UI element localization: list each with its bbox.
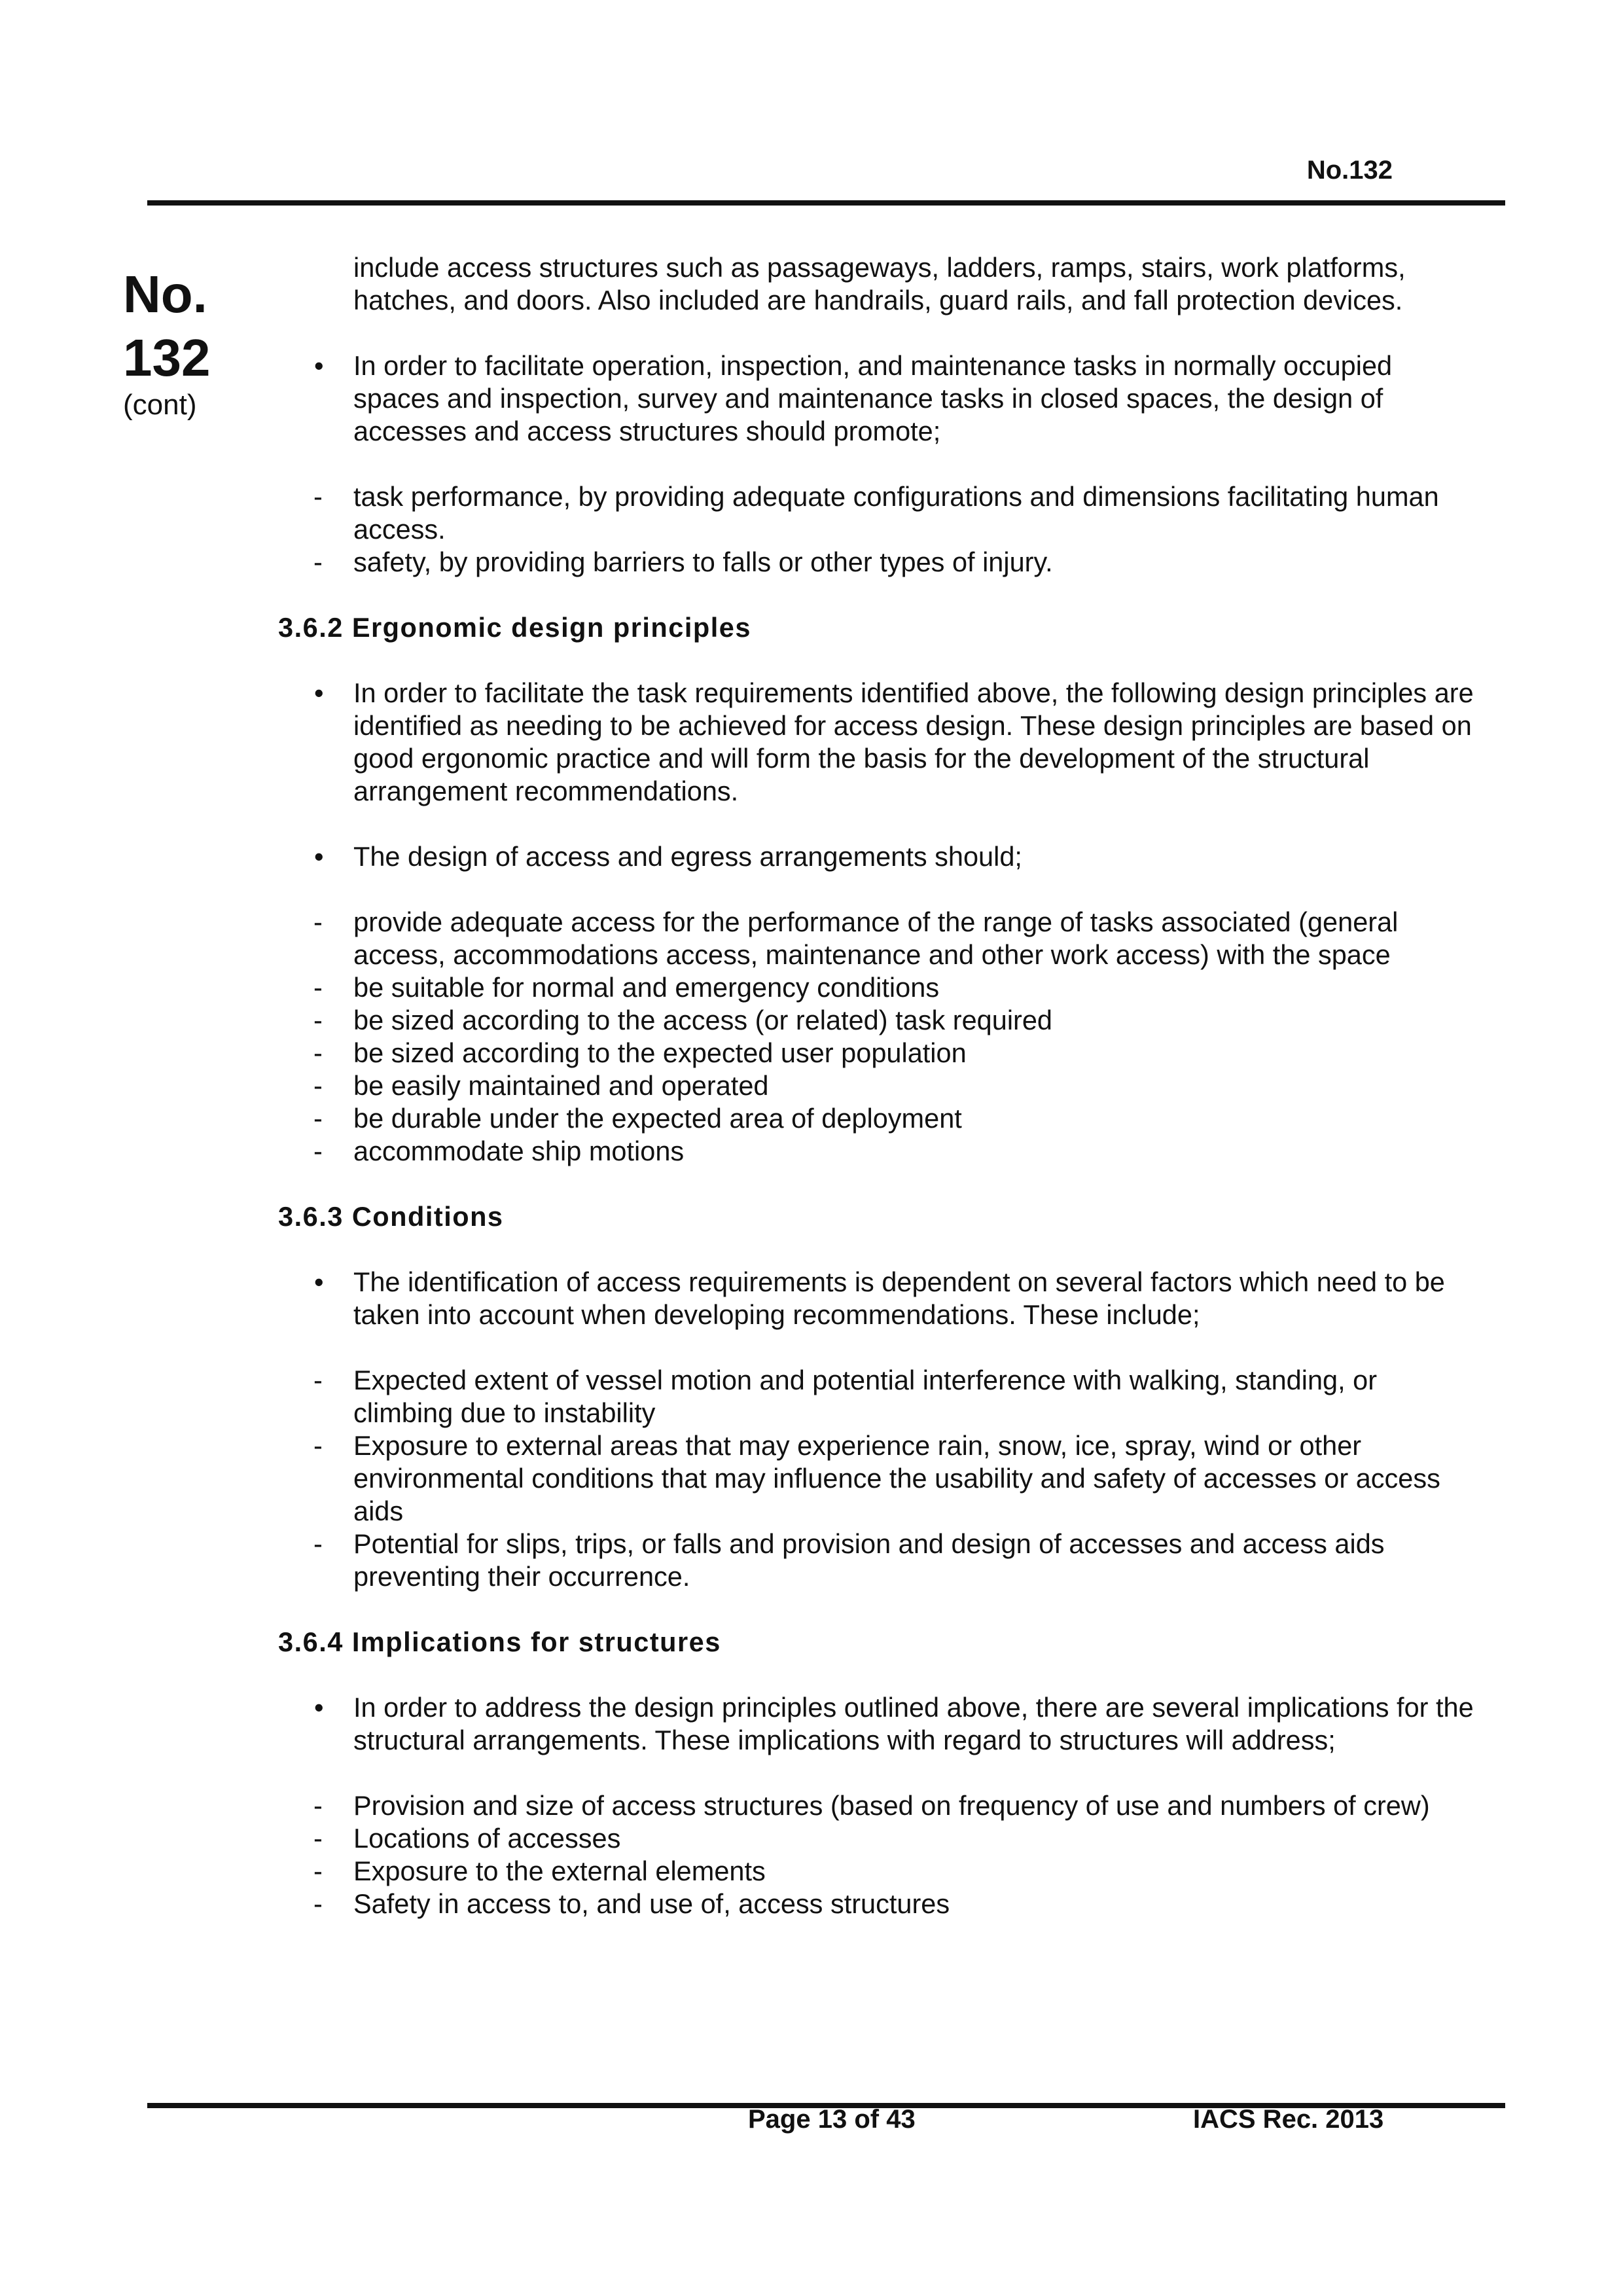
dash-marker: - [313, 1037, 323, 1068]
list-item-text: Exposure to the external elements [353, 1856, 766, 1886]
list-item [278, 906, 1479, 971]
list-item [278, 1135, 1479, 1168]
dash-marker: - [313, 1103, 323, 1134]
dash-marker: - [313, 1005, 323, 1035]
bullet-marker: • [314, 677, 324, 708]
dash-marker: - [313, 1790, 323, 1821]
list-item-text: Provision and size of access structures (based on frequency of use and numbers of crew) [353, 1790, 1430, 1821]
dash-marker: - [313, 1856, 323, 1886]
list-item [278, 971, 1479, 1004]
list-item-text: Expected extent of vessel motion and potential interference with walking, standing, or climbing due to instability [353, 1365, 1378, 1428]
list-item-text: Exposure to external areas that may experience rain, snow, ice, spray, wind or other environmental conditions that may influence the usability and safety of accesses or access aids [353, 1430, 1440, 1526]
list-item-text: accommodate ship motions [353, 1136, 685, 1166]
dash-marker: - [313, 547, 323, 577]
footer-page-number: Page 13 of 43 [748, 2105, 916, 2134]
dash-marker: - [313, 972, 323, 1003]
list-item [278, 1888, 1479, 1920]
section-heading-3-6-4: 3.6.4 Implications for structures [278, 1626, 721, 1657]
list-item [278, 1364, 1479, 1429]
list-item [278, 1822, 1479, 1855]
list-item [278, 1037, 1479, 1069]
list-item-text: task performance, by providing adequate configurations and dimensions facilitating human access. [353, 481, 1439, 545]
main-content [278, 251, 1479, 1920]
list-item [278, 1429, 1479, 1528]
sidebar-number: 132 [123, 329, 211, 387]
list-item-text: Locations of accesses [353, 1823, 621, 1854]
bullet-text: In order to address the design principles outlined above, there are several implications for the structural arrangements. These implications with regard to structures will address; [353, 1692, 1474, 1755]
list-item-text: be durable under the expected area of deployment [353, 1103, 962, 1134]
list-item [278, 1789, 1479, 1822]
list-item-text: Potential for slips, trips, or falls and provision and design of accesses and access aids preventing their occurrence. [353, 1528, 1385, 1592]
list-item [278, 546, 1479, 579]
dash-marker: - [313, 1528, 323, 1559]
dash-marker: - [313, 1430, 323, 1461]
list-item-text: Safety in access to, and use of, access structures [353, 1888, 950, 1919]
bullet-marker: • [314, 350, 324, 381]
list-item-text: be sized according to the expected user population [353, 1037, 967, 1068]
list-item [278, 1069, 1479, 1102]
list-item-text: be suitable for normal and emergency conditions [353, 972, 940, 1003]
bullet-item [278, 840, 1479, 873]
bullet-item [278, 350, 1479, 448]
sidebar-cont: (cont) [123, 389, 197, 421]
bullet-item [278, 1691, 1479, 1757]
dash-marker: - [313, 906, 323, 937]
bullet-item [278, 677, 1479, 808]
list-item [278, 1855, 1479, 1888]
list-item [278, 1004, 1479, 1037]
list-item [278, 1528, 1479, 1593]
bullet-text: In order to facilitate the task requirements identified above, the following design principles are identified as needing to be achieved for access design. These design principles are based on good ergonomic practice and will form the basis for the development of the structural arrangement recommendations. [353, 677, 1474, 806]
dash-marker: - [313, 1888, 323, 1919]
bullet-marker: • [314, 1692, 324, 1723]
list-item [278, 480, 1479, 546]
dash-marker: - [313, 1823, 323, 1854]
bullet-text: In order to facilitate operation, inspection, and maintenance tasks in normally occupied spaces and inspection, survey and maintenance tasks in closed spaces, the design of accesses and access structures should promote; [353, 350, 1393, 446]
dash-marker: - [313, 481, 323, 512]
list-item-text: provide adequate access for the performance of the range of tasks associated (general access, accommodations access, maintenance and other work access) with the space [353, 906, 1399, 970]
bullet-marker: • [314, 841, 324, 872]
bullet-text: The identification of access requirements is dependent on several factors which need to be taken into account when developing recommendations. These include; [353, 1266, 1445, 1330]
list-item-text: be sized according to the access (or related) task required [353, 1005, 1053, 1035]
section-heading-3-6-2: 3.6.2 Ergonomic design principles [278, 612, 751, 643]
header-doc-number: No.132 [1306, 156, 1393, 185]
list-item-text: be easily maintained and operated [353, 1070, 769, 1101]
sidebar [123, 260, 254, 422]
sidebar-no: No. [123, 265, 207, 323]
header-rule [147, 200, 1505, 206]
dash-marker: - [313, 1136, 323, 1166]
footer-rec-label: IACS Rec. 2013 [1193, 2105, 1384, 2134]
intro-paragraph: include access structures such as passageways, ladders, ramps, stairs, work platforms, hatches, and doors. Also included are handrails, guard rails, and fall protection devices. [353, 252, 1406, 315]
list-item [278, 1102, 1479, 1135]
section-heading-3-6-3: 3.6.3 Conditions [278, 1201, 504, 1232]
bullet-marker: • [314, 1266, 324, 1297]
dash-marker: - [313, 1365, 323, 1395]
bullet-text: The design of access and egress arrangements should; [353, 841, 1022, 872]
list-item-text: safety, by providing barriers to falls or other types of injury. [353, 547, 1053, 577]
bullet-item [278, 1266, 1479, 1331]
dash-marker: - [313, 1070, 323, 1101]
